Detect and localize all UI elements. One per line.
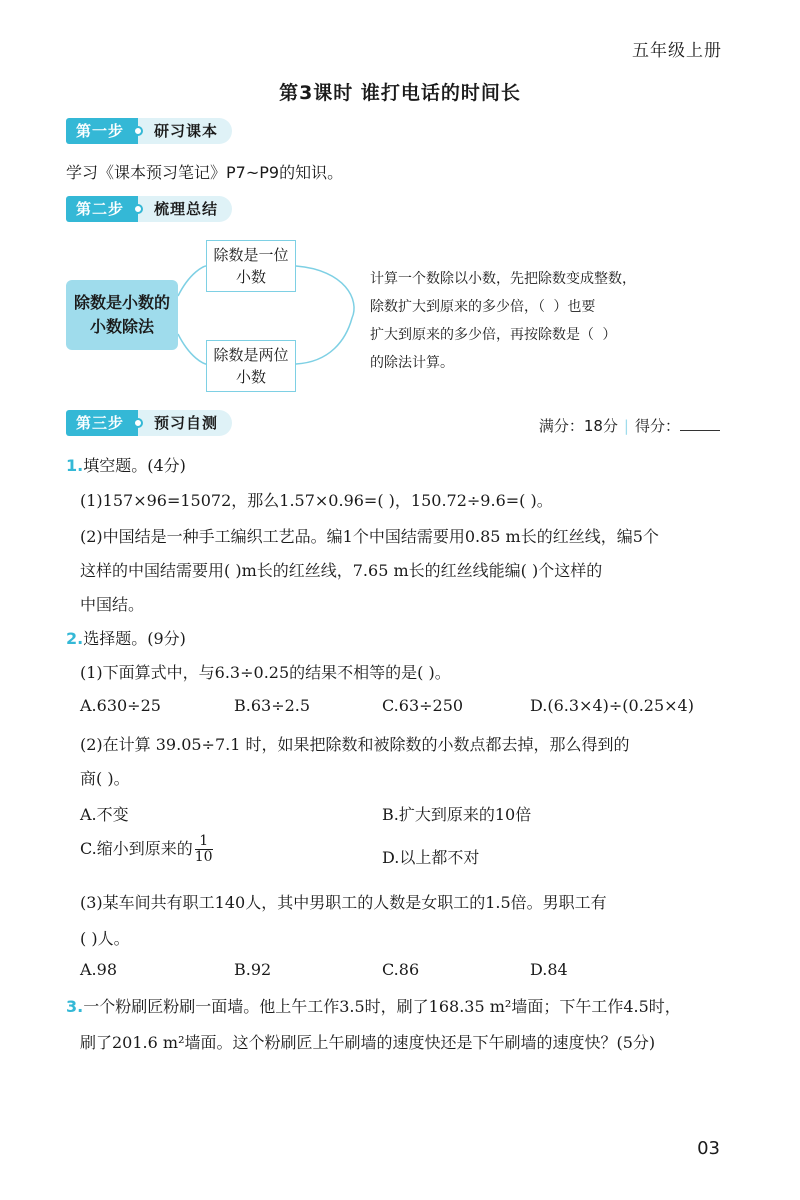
q2-sub3: (3)某车间共有职工140人，其中男职工的人数是女职工的1.5倍。男职工有 bbox=[80, 893, 607, 912]
mindmap-node-one-digit bbox=[206, 240, 296, 292]
fraction-one-tenth bbox=[195, 834, 213, 865]
study-instruction: 学习《课本预习笔记》P7~P9的知识。 bbox=[66, 163, 344, 182]
page-number: 03 bbox=[697, 1138, 720, 1159]
score-blank[interactable] bbox=[680, 430, 720, 431]
q2-sub1-option-a[interactable]: A.630÷25 bbox=[80, 696, 161, 715]
q2-sub2-option-d[interactable]: D.以上都不对 bbox=[382, 848, 480, 867]
q2-sub1: (1)下面算式中，与6.3÷0.25的结果不相等的是( )。 bbox=[80, 663, 451, 682]
step-2-tag: 第二步 bbox=[66, 196, 138, 222]
q2-sub1-option-b[interactable]: B.63÷2.5 bbox=[234, 696, 311, 715]
score-label: 得分： bbox=[634, 417, 680, 435]
q2-sub2-option-c[interactable] bbox=[80, 834, 213, 865]
q1-title bbox=[66, 453, 186, 476]
q2-sub3-option-a[interactable]: A.98 bbox=[80, 960, 117, 979]
q1-line: 中国结。 bbox=[80, 595, 145, 614]
step-1-tag: 第一步 bbox=[66, 118, 138, 144]
mindmap-node-two-digit bbox=[206, 340, 296, 392]
q3-line-2: 刷了201.6 m²墙面。这个粉刷匠上午刷墙的速度快还是下午刷墙的速度快？(5分) bbox=[80, 1033, 656, 1052]
step-1-name: 研习课本 bbox=[138, 118, 232, 144]
dot-icon bbox=[133, 204, 143, 214]
q2-sub3-option-c[interactable]: C.86 bbox=[382, 960, 420, 979]
q2-sub1-option-c[interactable]: C.63÷250 bbox=[382, 696, 464, 715]
q1-line: (1)157×96=15072，那么1.57×0.96=( )，150.72÷9.6=( )。 bbox=[80, 491, 553, 510]
q2-number: 2. bbox=[66, 629, 84, 648]
q1-title-text: 填空题。(4分) bbox=[83, 456, 186, 475]
option-c-text: C.缩小到原来的 bbox=[80, 839, 193, 858]
q2-sub3-option-d[interactable]: D.84 bbox=[530, 960, 568, 979]
mindmap-root-line: 除数是小数的 bbox=[73, 293, 170, 312]
mindmap-node-line: 除数是一位 bbox=[213, 246, 289, 264]
step-3-header bbox=[66, 410, 232, 436]
score-box bbox=[539, 415, 720, 436]
dot-icon bbox=[133, 418, 143, 428]
q2-sub2-option-b[interactable]: B.扩大到原来的10倍 bbox=[382, 805, 532, 824]
mindmap-node-line: 除数是两位 bbox=[213, 346, 289, 364]
q3-text: 一个粉刷匠粉刷一面墙。他上午工作3.5时，刷了168.35 m²墙面；下午工作4.5时， bbox=[83, 997, 681, 1016]
mindmap-node-line: 小数 bbox=[235, 368, 266, 386]
q3-line-1 bbox=[66, 994, 681, 1017]
q1-line: (2)中国结是一种手工编织工艺品。编1个中国结需要用0.85 m长的红丝线，编5个 bbox=[80, 527, 659, 546]
fraction-numerator: 1 bbox=[199, 833, 209, 849]
dot-icon bbox=[133, 126, 143, 136]
step-3-name: 预习自测 bbox=[138, 410, 232, 436]
summary-line: 计算一个数除以小数，先把除数变成整数， bbox=[370, 271, 636, 287]
q2-sub2: (2)在计算 39.05÷7.1 时，如果把除数和被除数的小数点都去掉，那么得到的 bbox=[80, 735, 630, 754]
summary-line: 扩大到原来的多少倍，再按除数是（ ） bbox=[370, 327, 617, 343]
mindmap-node-line: 小数 bbox=[235, 268, 266, 286]
q2-title-text: 选择题。(9分) bbox=[83, 629, 186, 648]
step-2-name: 梳理总结 bbox=[138, 196, 232, 222]
grade-label: 五年级上册 bbox=[632, 41, 722, 61]
mindmap-root-line: 小数除法 bbox=[89, 317, 154, 336]
q3-number: 3. bbox=[66, 997, 84, 1016]
mindmap-summary bbox=[370, 265, 710, 377]
q2-sub3-option-b[interactable]: B.92 bbox=[234, 960, 272, 979]
step-3-tag: 第三步 bbox=[66, 410, 138, 436]
q1-number: 1. bbox=[66, 456, 84, 475]
q2-title bbox=[66, 626, 186, 649]
lesson-title: 第3课时 谁打电话的时间长 bbox=[279, 82, 521, 104]
full-score: 满分：18分 bbox=[538, 417, 618, 435]
mindmap-root bbox=[66, 280, 178, 350]
q1-line: 这样的中国结需要用( )m长的红丝线，7.65 m长的红丝线能编( )个这样的 bbox=[80, 561, 603, 580]
fraction-denominator: 10 bbox=[194, 849, 213, 865]
summary-line: 除数扩大到原来的多少倍，（ ）也要 bbox=[370, 299, 596, 315]
summary-line: 的除法计算。 bbox=[370, 355, 454, 371]
score-divider: | bbox=[623, 417, 629, 435]
q2-sub3-cont: ( )人。 bbox=[80, 929, 130, 948]
q2-sub1-option-d[interactable]: D.(6.3×4)÷(0.25×4) bbox=[530, 696, 694, 715]
q2-sub2-option-a[interactable]: A.不变 bbox=[80, 805, 129, 824]
q2-sub2-cont: 商( )。 bbox=[80, 769, 130, 788]
